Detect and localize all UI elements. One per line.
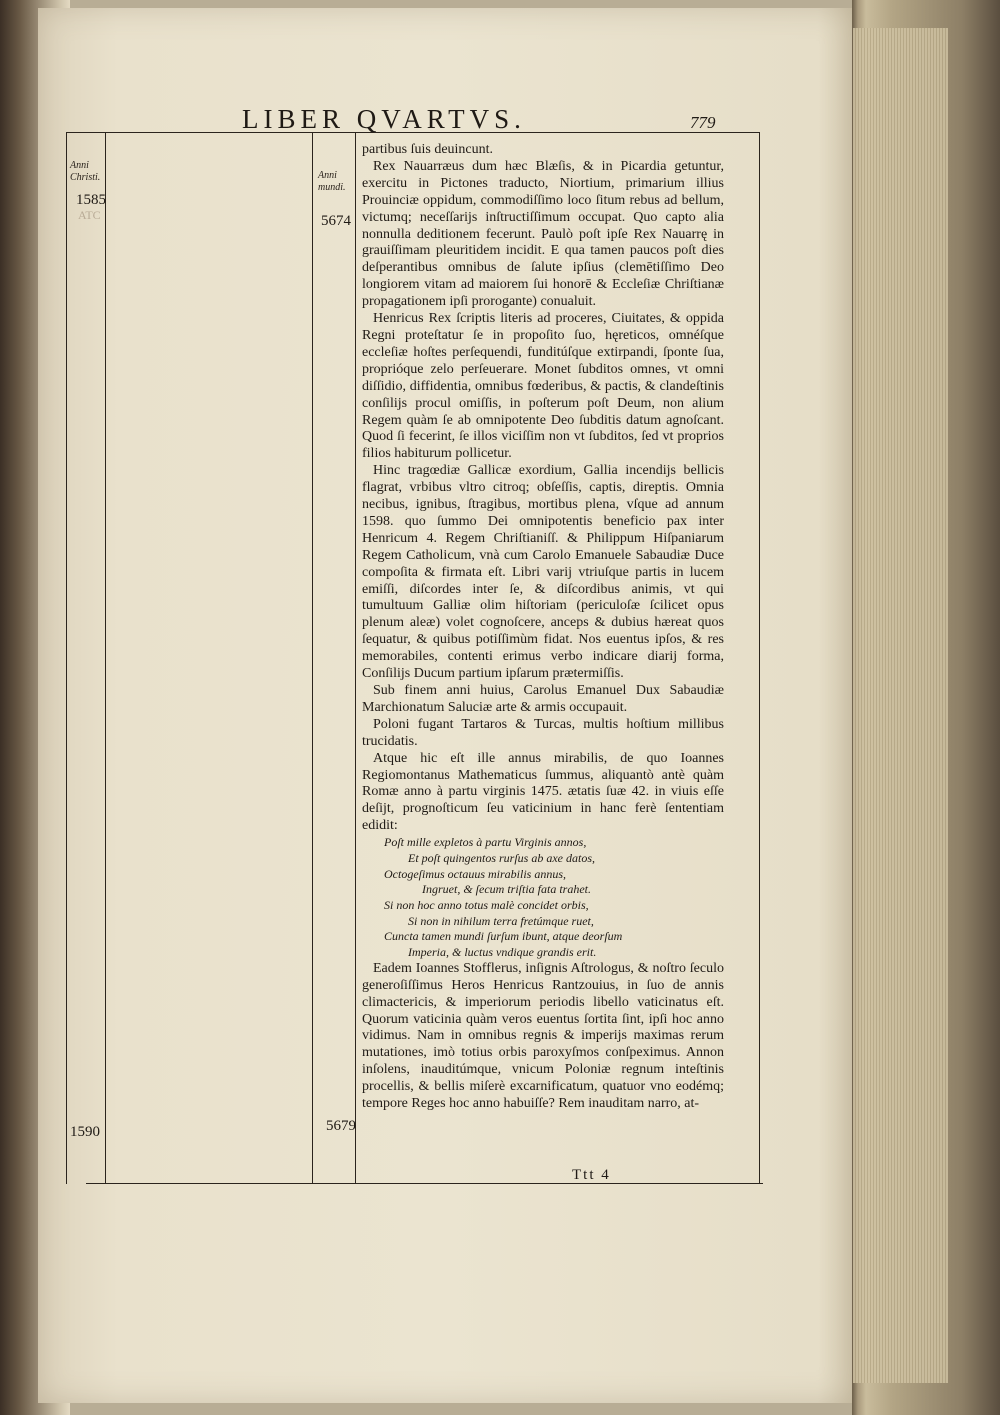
verse-line: Cuncta tamen mundi ſurſum ibunt, atque deorſum [384,929,623,944]
verse-line: Imperia, & luctus vndique grandis erit. [408,945,597,960]
verse-line: Poſt mille expletos à partu Virginis annos, [384,835,587,850]
page-number: 779 [690,113,716,132]
verse-line: Ingruet, & ſecum triſtia fata trahet. [422,882,591,897]
margin-column-rule-3 [355,132,356,1184]
anni-mundi-label-line2: mundi. [318,182,346,193]
prophecy-verse [362,835,724,961]
faded-mark: ATC [78,208,101,222]
verse-line: Et poſt quingentos rurſus ab axe datos, [408,850,595,865]
anni-christi-label-line1: Anni [70,160,89,171]
paragraph: Poloni fugant Tartaros & Turcas, multis hoſtium millibus trucidatis. [362,716,724,749]
paragraph: Hinc tragœdiæ Gallicæ exordium, Gallia incendijs bellicis flagrat, vrbibus vltro citroq; obſeſſis, captis, direptis. Omnia necibus, ignibus, ſtragibus, mortibus plena, vſque ad annum 1598. quo ſummo Dei omnipotentis beneficio pax inter Henricum 4. Regem Chriſtianiſſ. & Philippum Hiſpaniarum Regem Catholicum, vnà cum Carolo Emanuele Sabaudiæ Duce compoſita & firmata eſt. Libri varij vtriuſque partis in lucem emiſſi, diſcordes inter ſe, & diſcordibus animis, vt qui tumultuum Galliæ olim hiſtoriam (periculoſæ ſcilicet opus plenum aleæ) volet cognoſcere, anceps & dubius hæreat quos ſequatur, & quibus potiſſimùm fidat. Nos euentus ipſos, & res memorabiles, contenti erimus verbo indicare diarij forma, Conſilijs Ducum partium ipſarum prætermiſſis. [362,463,724,682]
signature-mark: Ttt 4 [572,1167,611,1183]
verse-line: Si non in nihilum terra fretúmque ruet, [408,913,594,928]
year-christi-top: 1585 [76,192,106,208]
anni-mundi-label [318,170,346,194]
year-mundi-bottom: 5679 [326,1118,356,1134]
frame-left-rule [66,132,67,1184]
year-christi-bottom: 1590 [70,1124,100,1140]
anni-mundi-label-line1: Anni [318,170,337,181]
page-edges [853,28,948,1383]
verse-line: Octogeſimus octauus mirabilis annus, [384,866,566,881]
anni-christi-label-line2: Christi. [70,172,101,183]
frame-right-rule [759,132,760,1184]
paragraph: Eadem Ioannes Stofflerus, inſignis Aſtrologus, & noſtro ſeculo generoſiſſimus Heros Henricus Rantzouius, in ſuo de annis climactericis, & imperiorum periodis libello vaticinatus eſt. Quorum vaticinia quàm veros euentus ſortita ſint, ipſi hoc anno vidimus. Nam in omnibus regnis & imperijs maximas rerum mutationes, imò totius orbis paroxyſmos conſpeximus. Annon inſolens, inauditúmque, vnicum Poloniæ regnum inteſtinis procellis, & bellis miſerè excarnificatum, quatuor vno eodémq; tempore Reges hoc anno habuiſſe? Rem inauditam narro, at- [362,960,724,1112]
main-text-column [362,142,724,1113]
frame-top-rule [66,132,759,133]
margin-column-rule-1 [105,132,106,1184]
paragraph: Rex Nauarræus dum hæc Blæſis, & in Picardia getuntur, exercitu in Pictones traducto, Niortium, primarium illius Prouinciæ oppidum, commodiſſimo loco ſitum rebus ad bellum, victumq; neceſſarijs inſtructiſſimum occupat. Quo capto alia nonnulla deditionem fecerunt. Paulò poſt ipſe Rex Nauarrę in grauiſſimam pleuritidem incidit. E qua tamen paucos poſt dies deſperantibus omnibus de ſalute ipſius (clemētiſſimo Deo longiorem vitam ad maiorem ſui honorē & Eccleſiæ Chriſtianæ propagationem ipſi prorogante) conualuit. [362,158,724,310]
year-mundi-top: 5674 [321,213,351,229]
paragraph: Sub finem anni huius, Carolus Emanuel Dux Sabaudiæ Marchionatum Saluciæ arte & armis occupauit. [362,683,724,715]
anni-christi-label [70,160,100,184]
paragraph: Henricus Rex ſcriptis literis ad proceres, Ciuitates, & oppida Regni proteſtatur ſe in propoſito ſuo, hęreticos, omnéſque eccleſiæ hoſtes perſequendi, funditúſque extirpandi, ſponte ſua, proprióque zelo perſeuerare. Monet ſubditos omnes, vt omni diſſidio, diffidentia, omnibus fœderibus, & pactis, & clandeſtinis conſilijs procul omiſſis, in poſterum poſt Deum, non alium Regem quàm ſe ab omnipotente Deo ſubditis datum agnoſcant. Quod ſi fecerint, ſe illos viciſſim non vt ſubditos, ſed vt proprios filios habiturum pollicetur. [362,311,724,462]
frame-bottom-rule [86,1183,763,1184]
paragraph-continuation: partibus ſuis deuincunt. [362,142,494,157]
verse-line: Si non hoc anno totus malè concidet orbis, [384,897,589,912]
paragraph: Atque hic eſt ille annus mirabilis, de quo Ioannes Regiomontanus Mathematicus ſummus, aliquantò antè quàm Romæ anno à partu virginis 1475. ætatis ſuæ 42. in viuis eſſe deſijt, prognoſticum ſeu vaticinium in hanc ferè ſententiam edidit: [362,750,724,834]
margin-column-rule-2 [312,132,313,1184]
page-title: LIBER QVARTVS. [242,104,526,134]
